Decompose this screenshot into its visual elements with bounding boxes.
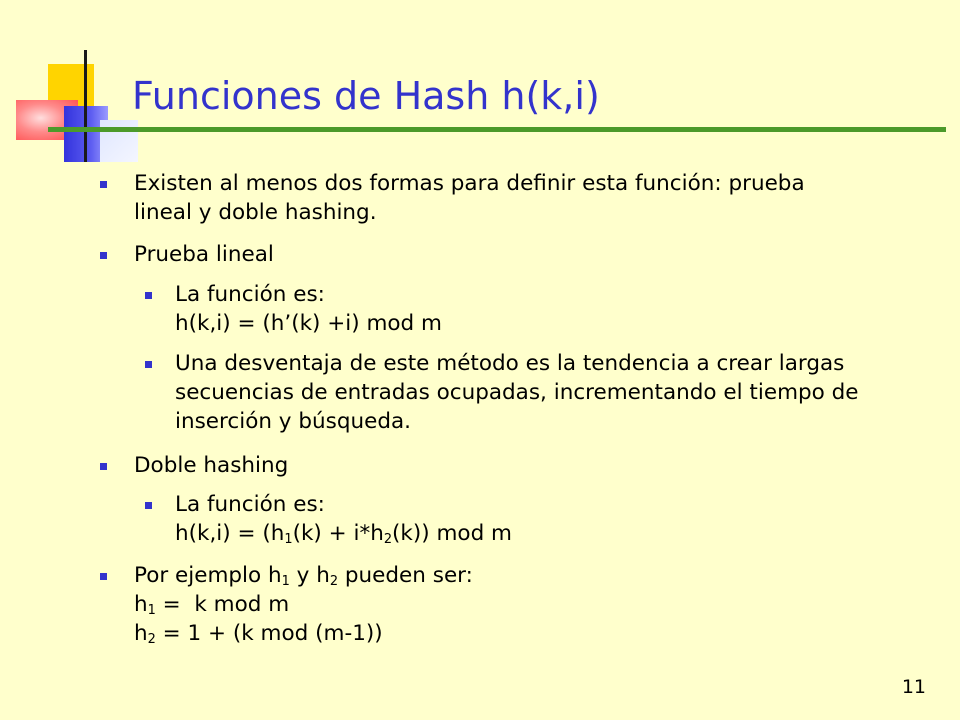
subscript: 2: [329, 574, 339, 590]
list-item: [134, 451, 288, 480]
slide-title: Funciones de Hash h(k,i): [132, 74, 600, 118]
list-item: [134, 240, 274, 269]
subscript: 1: [284, 532, 293, 548]
subscript: 2: [147, 632, 156, 648]
list-item-text: secuencias de entradas ocupadas, incrementando el tiempo de: [175, 380, 859, 405]
list-item-text: [134, 561, 473, 590]
list-item: [134, 169, 805, 227]
list-item-text: La función es:: [175, 492, 325, 517]
list-item: [175, 349, 859, 436]
formula-h2: [134, 619, 473, 648]
formula-part: (k)) mod m: [392, 521, 513, 546]
text-part: pueden ser:: [338, 563, 473, 588]
list-item-text: lineal y doble hashing.: [134, 200, 377, 225]
list-item-text: Una desventaja de este método es la tendencia a crear largas: [175, 351, 845, 376]
bullet-square-icon: [100, 181, 107, 188]
list-item-text: La función es:: [175, 282, 325, 307]
formula-part: h(k,i) = (h: [175, 521, 285, 546]
list-item-text: Prueba lineal: [134, 242, 274, 267]
formula-h1: [134, 590, 473, 619]
formula-part: = k mod m: [155, 592, 290, 617]
list-item: [175, 490, 512, 548]
decorative-logo: [0, 0, 150, 170]
formula-part: = 1 + (k mod (m-1)): [155, 621, 383, 646]
list-item: [134, 561, 473, 648]
page-number: 11: [901, 676, 926, 698]
bullet-square-icon: [100, 463, 107, 470]
logo-vertical-line: [84, 50, 87, 162]
list-item: [175, 280, 442, 338]
list-item-text: Existen al menos dos formas para definir esta función: prueba: [134, 171, 805, 196]
formula-part: h: [134, 621, 148, 646]
bullet-square-icon: [100, 252, 107, 259]
bullet-square-icon: [100, 573, 107, 580]
formula-double-hashing: [175, 519, 512, 548]
formula-part: h: [134, 592, 148, 617]
bullet-square-icon: [145, 502, 152, 509]
text-part: y h: [289, 563, 330, 588]
list-item-text: h(k,i) = (h’(k) +i) mod m: [175, 311, 442, 336]
subscript: 2: [383, 532, 393, 548]
title-underline: [48, 127, 946, 132]
list-item-text: Doble hashing: [134, 453, 289, 478]
subscript: 1: [147, 603, 156, 619]
bullet-square-icon: [145, 292, 152, 299]
list-item-text: inserción y búsqueda.: [175, 409, 411, 434]
bullet-square-icon: [145, 361, 152, 368]
text-part: Por ejemplo h: [134, 563, 282, 588]
formula-part: (k) + i*h: [292, 521, 384, 546]
subscript: 1: [281, 574, 290, 590]
